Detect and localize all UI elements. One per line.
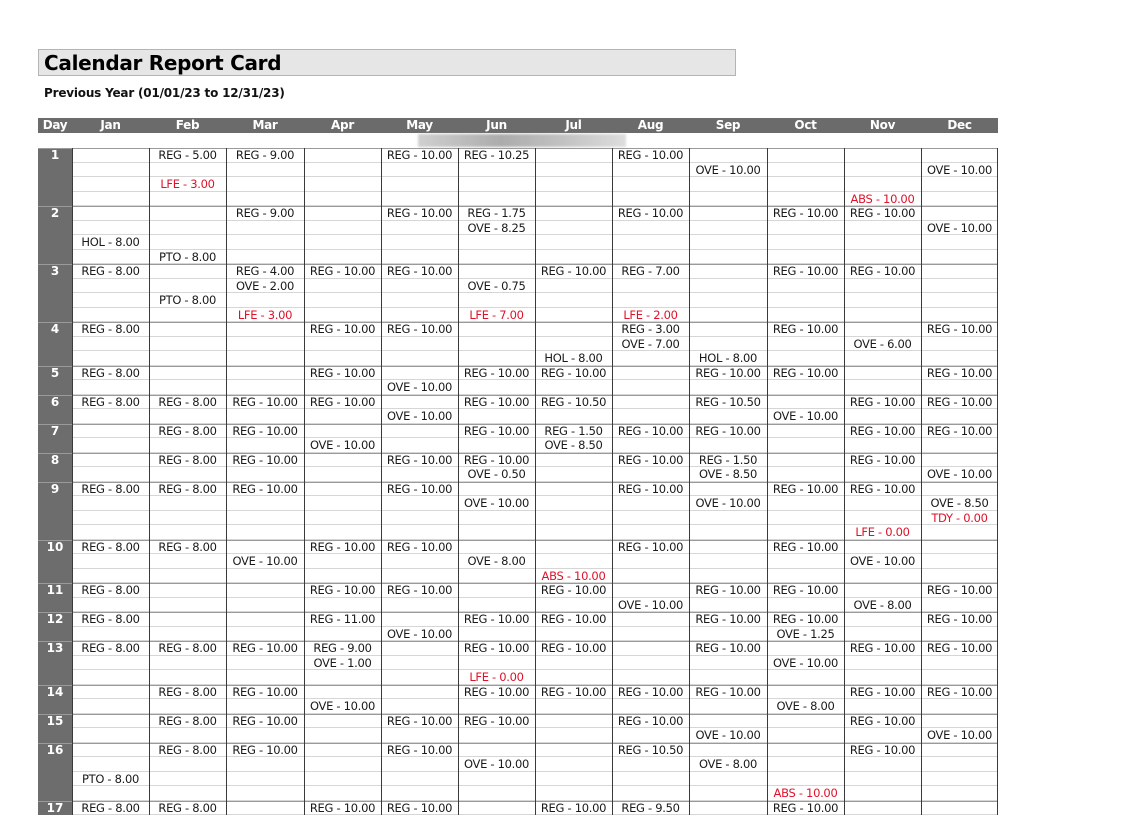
hours-entry-may: REG - 10.00 — [386, 322, 453, 336]
hours-entry-feb: PTO - 8.00 — [158, 249, 217, 264]
hours-entry-sep: OVE - 10.00 — [695, 728, 761, 742]
hours-entry-aug: REG - 10.00 — [617, 206, 684, 220]
hours-entry-dec: OVE - 10.00 — [926, 467, 993, 481]
column-header-jul: Jul — [565, 118, 582, 132]
hours-entry-apr: REG - 9.00 — [313, 641, 372, 655]
hours-entry-dec: REG - 10.00 — [926, 365, 993, 380]
hours-entry-oct: REG - 10.00 — [772, 612, 839, 626]
hours-entry-dec: TDY - 0.00 — [931, 510, 988, 525]
hours-entry-feb: REG - 8.00 — [158, 742, 217, 757]
hours-entry-may: REG - 10.00 — [386, 148, 453, 162]
hours-entry-jul: HOL - 8.00 — [544, 351, 603, 365]
hours-entry-mar: REG - 10.00 — [232, 394, 298, 409]
hours-entry-dec: REG - 10.00 — [926, 641, 993, 655]
hours-entry-dec: OVE - 10.00 — [926, 162, 993, 177]
hours-entry-jul: OVE - 8.50 — [544, 438, 603, 452]
day-subrow — [38, 409, 998, 424]
hours-entry-nov: REG - 10.00 — [849, 264, 916, 278]
day-row-3 — [38, 264, 998, 279]
hours-entry-dec: REG - 10.00 — [926, 684, 993, 699]
day-row-5 — [38, 366, 998, 381]
day-subrow — [38, 177, 998, 192]
column-header-oct: Oct — [794, 118, 817, 132]
column-header-apr: Apr — [331, 118, 354, 132]
day-number: 9 — [50, 481, 60, 496]
hours-entry-aug: REG - 10.00 — [617, 713, 684, 728]
hours-entry-may: REG - 10.00 — [386, 742, 453, 757]
hours-entry-jan: REG - 8.00 — [81, 612, 140, 626]
day-number: 17 — [46, 800, 64, 815]
hours-entry-jan: REG - 8.00 — [81, 365, 140, 380]
column-divider — [844, 148, 845, 815]
hours-entry-jun: OVE - 10.00 — [463, 757, 530, 771]
column-header-dec: Dec — [947, 118, 972, 132]
hours-entry-aug: REG - 7.00 — [621, 264, 680, 278]
day-number: 15 — [46, 713, 64, 728]
hours-entry-jan: REG - 8.00 — [81, 394, 140, 409]
hours-entry-oct: REG - 10.00 — [772, 264, 839, 278]
hours-entry-nov: REG - 10.00 — [849, 742, 916, 757]
hours-entry-aug: REG - 10.00 — [617, 684, 684, 699]
hours-entry-oct: OVE - 8.00 — [776, 699, 835, 713]
day-row-17 — [38, 801, 998, 816]
day-subrow — [38, 511, 998, 526]
hours-entry-sep: REG - 10.00 — [695, 641, 761, 655]
hours-entry-jun: REG - 10.00 — [463, 684, 530, 699]
report-title: Calendar Report Card — [44, 51, 282, 75]
hours-entry-may: REG - 10.00 — [386, 713, 453, 728]
day-number: 1 — [50, 148, 60, 162]
hours-entry-apr: REG - 10.00 — [309, 394, 376, 409]
hours-entry-jan: REG - 8.00 — [81, 641, 140, 655]
hours-entry-oct: OVE - 1.25 — [776, 626, 835, 641]
hours-entry-jun: REG - 10.00 — [463, 612, 530, 626]
hours-entry-mar: LFE - 3.00 — [237, 307, 293, 322]
column-divider — [767, 148, 768, 815]
hours-entry-may: OVE - 10.00 — [386, 626, 453, 641]
hours-entry-may: REG - 10.00 — [386, 583, 453, 597]
column-header-bar — [38, 118, 998, 133]
hours-entry-jun: REG - 1.75 — [467, 206, 526, 220]
day-row-15 — [38, 714, 998, 729]
column-header-aug: Aug — [637, 118, 664, 132]
hours-entry-may: OVE - 10.00 — [386, 409, 453, 423]
hours-entry-sep: REG - 10.00 — [695, 365, 761, 380]
day-subrow — [38, 757, 998, 772]
day-subrow — [38, 351, 998, 366]
day-subrow — [38, 554, 998, 569]
day-row-1 — [38, 148, 998, 163]
hours-entry-may: REG - 10.00 — [386, 452, 453, 467]
hours-entry-aug: OVE - 10.00 — [617, 597, 684, 612]
hours-entry-may: OVE - 10.00 — [386, 380, 453, 394]
hours-entry-jun: OVE - 0.50 — [467, 467, 526, 481]
day-row-2 — [38, 206, 998, 221]
day-subrow — [38, 192, 998, 207]
hours-entry-mar: REG - 4.00 — [235, 264, 295, 278]
day-number: 3 — [50, 264, 60, 278]
hours-entry-jun: REG - 10.00 — [463, 365, 530, 380]
column-header-may: May — [406, 118, 433, 132]
hours-entry-aug: REG - 10.00 — [617, 481, 684, 496]
hours-entry-dec: OVE - 10.00 — [926, 220, 993, 235]
hours-entry-sep: HOL - 8.00 — [698, 351, 758, 365]
hours-entry-dec: REG - 10.00 — [926, 394, 993, 409]
hours-entry-aug: REG - 10.00 — [617, 148, 684, 162]
hours-entry-oct: REG - 10.00 — [772, 206, 839, 220]
day-number: 14 — [46, 684, 64, 699]
day-row-8 — [38, 453, 998, 468]
hours-entry-jun: REG - 10.00 — [463, 452, 530, 467]
column-divider — [381, 148, 382, 815]
hours-entry-apr: OVE - 10.00 — [309, 699, 376, 713]
hours-entry-sep: OVE - 10.00 — [695, 496, 761, 510]
column-divider — [226, 148, 227, 815]
hours-entry-mar: REG - 10.00 — [232, 481, 298, 496]
hours-entry-nov: REG - 10.00 — [849, 206, 916, 220]
hours-entry-may: REG - 10.00 — [386, 539, 453, 554]
hours-entry-apr: REG - 10.00 — [309, 322, 376, 336]
hours-entry-mar: REG - 9.00 — [235, 206, 295, 220]
hours-entry-dec: REG - 10.00 — [926, 583, 993, 597]
hours-entry-oct: REG - 10.00 — [772, 322, 839, 336]
hours-entry-jun: OVE - 10.00 — [463, 496, 530, 510]
column-header-nov: Nov — [869, 118, 896, 132]
hours-entry-oct: REG - 10.00 — [772, 365, 839, 380]
day-subrow — [38, 221, 998, 236]
column-divider — [997, 148, 998, 815]
day-row-12 — [38, 612, 998, 627]
hours-entry-jan: REG - 8.00 — [81, 539, 140, 554]
day-row-14 — [38, 685, 998, 700]
day-subrow — [38, 380, 998, 395]
day-subrow — [38, 293, 998, 308]
day-subrow — [38, 670, 998, 685]
hours-entry-jun: REG - 10.00 — [463, 394, 530, 409]
hours-entry-jul: REG - 10.00 — [540, 583, 607, 597]
hours-entry-jun: OVE - 8.00 — [467, 554, 526, 568]
hours-entry-may: REG - 10.00 — [386, 481, 453, 496]
hours-entry-jul: REG - 10.00 — [540, 684, 607, 699]
column-divider — [689, 148, 690, 815]
hours-entry-feb: LFE - 3.00 — [160, 177, 215, 191]
day-number: 13 — [46, 641, 64, 655]
column-divider — [535, 148, 536, 815]
hours-entry-jul: REG - 10.00 — [540, 264, 607, 278]
hours-entry-nov: REG - 10.00 — [849, 481, 916, 496]
hours-entry-jul: REG - 10.00 — [540, 612, 607, 626]
hours-entry-nov: LFE - 0.00 — [855, 525, 910, 539]
column-divider — [612, 148, 613, 815]
day-subrow — [38, 699, 998, 714]
hours-entry-sep: OVE - 8.00 — [698, 757, 758, 771]
hours-entry-mar: REG - 10.00 — [232, 452, 298, 467]
day-row-4 — [38, 322, 998, 337]
hours-entry-mar: REG - 10.00 — [232, 713, 298, 728]
hours-entry-apr: REG - 10.00 — [309, 800, 376, 815]
hours-entry-oct: OVE - 10.00 — [772, 409, 839, 423]
day-divider — [38, 322, 998, 323]
day-subrow — [38, 163, 998, 178]
day-row-10 — [38, 540, 998, 555]
hours-entry-jan: REG - 8.00 — [81, 322, 140, 336]
day-subrow — [38, 279, 998, 294]
column-divider — [149, 148, 150, 815]
hours-entry-mar: REG - 10.00 — [232, 641, 298, 655]
hours-entry-oct: REG - 10.00 — [772, 481, 839, 496]
calendar-grid — [38, 148, 998, 815]
hours-entry-jun: LFE - 7.00 — [469, 307, 524, 322]
hours-entry-nov: ABS - 10.00 — [850, 191, 915, 206]
hours-entry-mar: REG - 9.00 — [235, 148, 295, 162]
hours-entry-mar: REG - 10.00 — [232, 742, 298, 757]
day-number: 2 — [50, 206, 60, 220]
day-subrow — [38, 728, 998, 743]
hours-entry-jan: HOL - 8.00 — [81, 235, 140, 249]
hours-entry-nov: REG - 10.00 — [849, 452, 916, 467]
hours-entry-feb: REG - 8.00 — [158, 800, 217, 815]
hours-entry-nov: OVE - 10.00 — [849, 554, 916, 568]
hours-entry-dec: OVE - 8.50 — [930, 496, 989, 510]
hours-entry-nov: REG - 10.00 — [849, 423, 916, 438]
hours-entry-feb: REG - 8.00 — [158, 481, 217, 496]
hours-entry-aug: REG - 10.00 — [617, 539, 684, 554]
hours-entry-oct: REG - 10.00 — [772, 539, 839, 554]
day-number: 8 — [50, 452, 60, 467]
hours-entry-nov: OVE - 6.00 — [853, 336, 912, 351]
day-number: 16 — [46, 742, 64, 757]
hours-entry-oct: OVE - 10.00 — [772, 655, 839, 670]
hours-entry-feb: REG - 8.00 — [158, 641, 217, 655]
day-subrow — [38, 786, 998, 801]
column-header-sep: Sep — [715, 118, 741, 132]
hours-entry-mar: OVE - 10.00 — [232, 554, 298, 568]
hours-entry-jan: PTO - 8.00 — [81, 771, 140, 786]
hours-entry-apr: REG - 10.00 — [309, 365, 376, 380]
hours-entry-apr: OVE - 10.00 — [309, 438, 376, 452]
hours-entry-jun: LFE - 0.00 — [469, 670, 524, 684]
hours-entry-jun: REG - 10.00 — [463, 713, 530, 728]
hours-entry-oct: ABS - 10.00 — [773, 786, 838, 800]
hours-entry-nov: OVE - 8.00 — [853, 597, 912, 612]
day-subrow — [38, 438, 998, 453]
day-subrow — [38, 337, 998, 352]
hours-entry-feb: REG - 8.00 — [158, 539, 217, 554]
hours-entry-aug: REG - 10.00 — [617, 423, 684, 438]
hours-entry-nov: REG - 10.00 — [849, 713, 916, 728]
hours-entry-aug: REG - 9.50 — [621, 800, 680, 815]
hours-entry-aug: LFE - 2.00 — [623, 307, 678, 322]
hours-entry-feb: REG - 8.00 — [158, 684, 217, 699]
day-row-9 — [38, 482, 998, 497]
hours-entry-may: REG - 10.00 — [386, 800, 453, 815]
hours-entry-jan: REG - 8.00 — [81, 264, 140, 278]
hours-entry-dec: REG - 10.00 — [926, 612, 993, 626]
hours-entry-jan: REG - 8.00 — [81, 481, 140, 496]
hours-entry-nov: REG - 10.00 — [849, 684, 916, 699]
column-header-feb: Feb — [175, 118, 200, 132]
hours-entry-aug: REG - 10.50 — [617, 742, 684, 757]
column-divider — [72, 148, 73, 815]
hours-entry-jun: REG - 10.00 — [463, 641, 530, 655]
column-divider — [921, 148, 922, 815]
day-subrow — [38, 772, 998, 787]
day-number: 10 — [46, 539, 64, 554]
hours-entry-apr: REG - 10.00 — [309, 264, 376, 278]
hours-entry-jun: OVE - 0.75 — [467, 278, 526, 293]
hours-entry-jul: ABS - 10.00 — [541, 568, 606, 583]
day-number: 6 — [50, 394, 60, 409]
hours-entry-mar: REG - 10.00 — [232, 684, 298, 699]
column-header-jun: Jun — [486, 118, 507, 132]
hours-entry-nov: REG - 10.00 — [849, 641, 916, 655]
column-header-jan: Jan — [100, 118, 121, 132]
hours-entry-nov: REG - 10.00 — [849, 394, 916, 409]
hours-entry-feb: REG - 8.00 — [158, 394, 217, 409]
hours-entry-jul: REG - 1.50 — [544, 423, 603, 438]
column-header-mar: Mar — [252, 118, 278, 132]
column-header-day: Day — [42, 118, 68, 132]
day-subrow — [38, 250, 998, 265]
hours-entry-sep: REG - 10.00 — [695, 423, 761, 438]
hours-entry-feb: REG - 5.00 — [158, 148, 217, 162]
day-row-13 — [38, 641, 998, 656]
hours-entry-apr: REG - 11.00 — [309, 612, 376, 626]
day-row-11 — [38, 583, 998, 598]
hours-entry-dec: OVE - 10.00 — [926, 728, 993, 742]
hours-entry-apr: REG - 10.00 — [309, 583, 376, 597]
day-number: 4 — [50, 322, 60, 336]
hours-entry-sep: OVE - 10.00 — [695, 162, 761, 177]
hours-entry-apr: REG - 10.00 — [309, 539, 376, 554]
hours-entry-jul: REG - 10.00 — [540, 641, 607, 655]
hours-entry-feb: REG - 8.00 — [158, 452, 217, 467]
redacted-blur — [418, 134, 626, 147]
hours-entry-jan: REG - 8.00 — [81, 800, 140, 815]
day-subrow — [38, 308, 998, 323]
hours-entry-feb: PTO - 8.00 — [158, 293, 217, 307]
hours-entry-sep: REG - 10.00 — [695, 583, 761, 597]
hours-entry-jul: REG - 10.50 — [540, 394, 607, 409]
hours-entry-jun: OVE - 8.25 — [467, 220, 526, 235]
day-subrow — [38, 656, 998, 671]
hours-entry-sep: REG - 10.00 — [695, 684, 761, 699]
hours-entry-jul: REG - 10.00 — [540, 800, 607, 815]
day-subrow — [38, 627, 998, 642]
day-number: 7 — [50, 423, 60, 438]
hours-entry-feb: REG - 8.00 — [158, 423, 217, 438]
hours-entry-apr: OVE - 1.00 — [313, 655, 372, 670]
hours-entry-sep: REG - 10.00 — [695, 612, 761, 626]
day-subrow — [38, 598, 998, 613]
day-number: 12 — [46, 612, 64, 626]
hours-entry-dec: REG - 10.00 — [926, 423, 993, 438]
hours-entry-aug: REG - 10.00 — [617, 452, 684, 467]
day-subrow — [38, 569, 998, 584]
day-subrow — [38, 235, 998, 250]
hours-entry-mar: OVE - 2.00 — [235, 278, 295, 293]
hours-entry-sep: REG - 10.50 — [695, 394, 761, 409]
hours-entry-aug: OVE - 7.00 — [621, 336, 680, 351]
hours-entry-sep: REG - 1.50 — [698, 452, 758, 467]
hours-entry-sep: OVE - 8.50 — [698, 467, 758, 481]
hours-entry-jan: REG - 8.00 — [81, 583, 140, 597]
day-subrow — [38, 496, 998, 511]
report-title-box — [38, 49, 736, 76]
day-row-6 — [38, 395, 998, 410]
hours-entry-jun: REG - 10.00 — [463, 423, 530, 438]
day-subrow — [38, 525, 998, 540]
day-number: 11 — [46, 583, 64, 597]
day-divider — [38, 583, 998, 584]
hours-entry-may: REG - 10.00 — [386, 206, 453, 220]
report-period: Previous Year (01/01/23 to 12/31/23) — [44, 86, 285, 100]
column-divider — [458, 148, 459, 815]
day-row-16 — [38, 743, 998, 758]
day-subrow — [38, 467, 998, 482]
day-row-7 — [38, 424, 998, 439]
hours-entry-aug: REG - 3.00 — [621, 322, 680, 336]
hours-entry-may: REG - 10.00 — [386, 264, 453, 278]
hours-entry-jun: REG - 10.25 — [463, 148, 530, 162]
hours-entry-jul: REG - 10.00 — [540, 365, 607, 380]
day-number: 5 — [50, 365, 60, 380]
column-divider — [304, 148, 305, 815]
hours-entry-oct: REG - 10.00 — [772, 800, 839, 815]
hours-entry-oct: REG - 10.00 — [772, 583, 839, 597]
hours-entry-feb: REG - 8.00 — [158, 713, 217, 728]
hours-entry-mar: REG - 10.00 — [232, 423, 298, 438]
hours-entry-dec: REG - 10.00 — [926, 322, 993, 336]
